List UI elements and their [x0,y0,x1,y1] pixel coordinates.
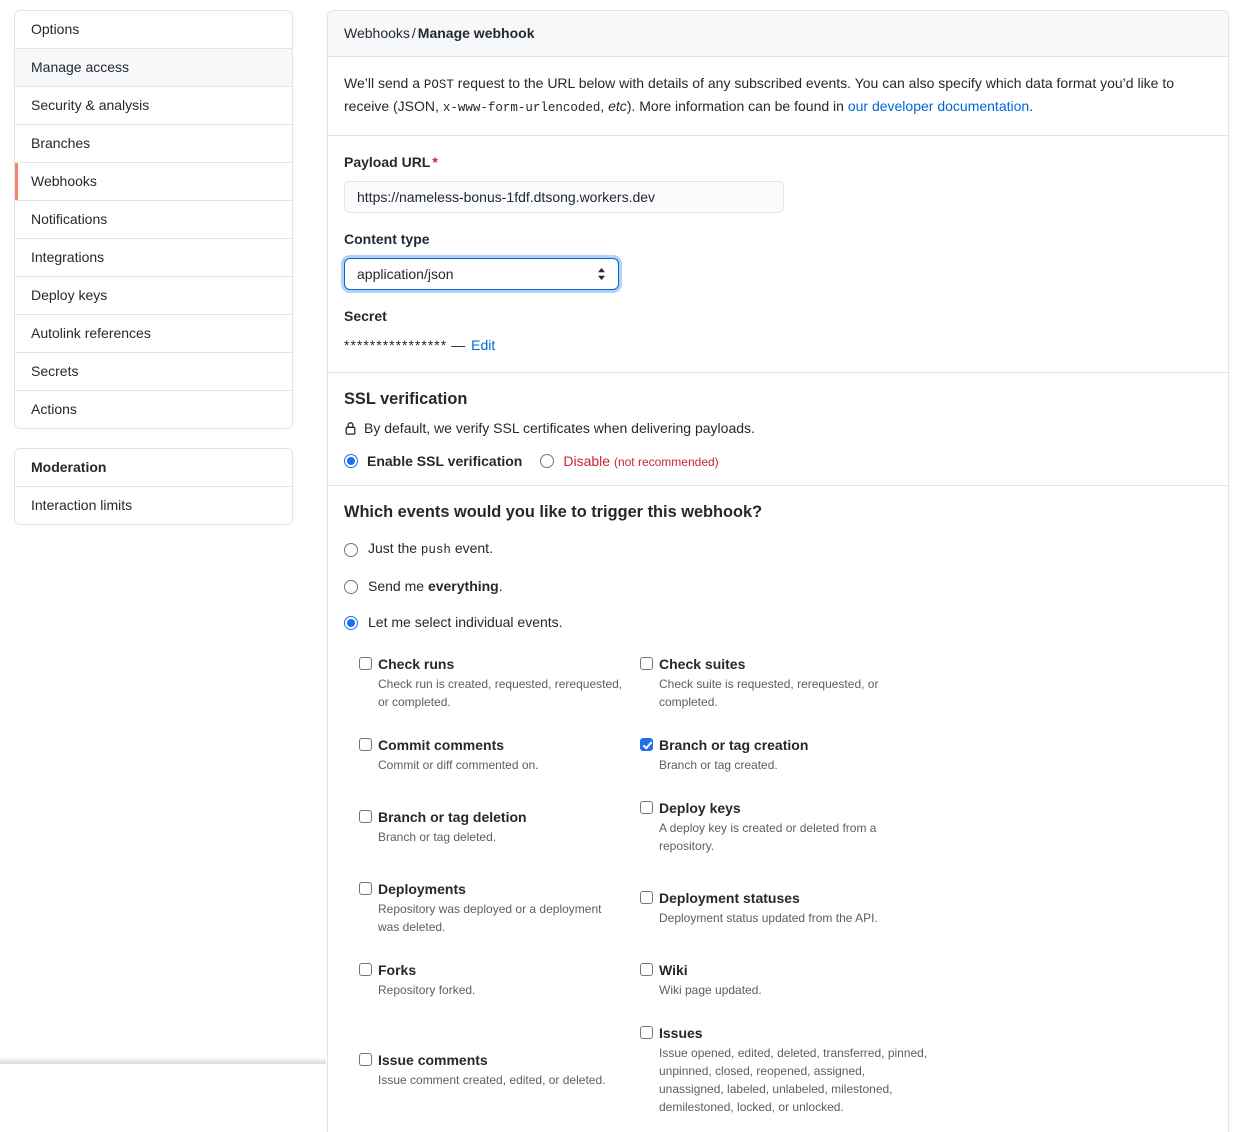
events-section [328,486,1228,1132]
event-description: Wiki page updated. [659,981,929,999]
event-title: Wiki [659,960,929,980]
sidebar-item-label: Secrets [31,363,78,379]
event-checkbox[interactable] [359,657,372,670]
sidebar-item[interactable] [15,314,292,352]
ssl-section-title: SSL verification [344,389,1212,410]
lock-icon [344,421,357,436]
individual-events-radio[interactable] [344,616,358,630]
event-checkbox[interactable] [640,657,653,670]
event-title: Branch or tag deletion [378,807,626,827]
sidebar-item[interactable] [15,276,292,314]
breadcrumb-separator: / [412,25,416,41]
secret-field [344,306,1212,356]
sidebar-item[interactable] [15,238,292,276]
event-title: Deployment statuses [659,888,929,908]
event-title: Issue comments [378,1050,626,1070]
sidebar-item[interactable] [15,162,292,200]
event-description: Check suite is requested, rerequested, or completed. [659,675,929,711]
sidebar-item-label: Notifications [31,211,107,227]
event-checkbox-item[interactable] [640,1023,953,1116]
select-up-down-icon [597,267,606,281]
enable-ssl-option[interactable] [344,453,522,469]
event-checkbox-item[interactable] [640,798,953,855]
disable-ssl-option[interactable] [540,453,718,469]
sidebar-item[interactable] [15,486,292,524]
events-question: Which events would you like to trigger this webhook? [344,502,1212,523]
enable-ssl-label: Enable SSL verification [367,453,522,469]
sidebar-item-label: Manage access [31,59,129,75]
disable-ssl-label: Disable (not recommended) [563,453,718,469]
event-description: A deploy key is created or deleted from a repository. [659,819,929,855]
sidebar-item[interactable] [15,390,292,428]
breadcrumb-webhooks-link[interactable]: Webhooks [344,25,410,41]
event-description: Repository forked. [378,981,626,999]
event-checkbox-item[interactable] [359,807,640,846]
event-checkbox-item[interactable] [640,888,953,927]
sidebar-item[interactable] [15,48,292,86]
ssl-description-row [344,418,1212,439]
event-title: Deployments [378,879,626,899]
event-checkbox-grid [359,654,979,1116]
urlencoded-code: x-www-form-urlencoded [443,101,601,115]
sidebar-item-label: Actions [31,401,77,417]
event-checkbox-item[interactable] [640,735,953,774]
sidebar-item-label: Options [31,21,79,37]
moderation-items [15,486,292,524]
sidebar-item-label: Autolink references [31,325,151,341]
ssl-radio-row [344,453,1212,469]
ssl-verification-section [328,373,1228,486]
breadcrumb [328,11,1228,57]
event-checkbox[interactable] [359,963,372,976]
sidebar-item-label: Interaction limits [31,497,132,513]
event-title: Check runs [378,654,626,674]
just-push-label: Just the push event. [368,538,493,561]
option-just-push[interactable] [344,538,1212,561]
event-checkbox[interactable] [640,801,653,814]
event-checkbox-item[interactable] [640,654,953,711]
secret-masked-value: **************** [344,337,447,353]
settings-sidebar [14,10,293,1132]
content-type-label: Content type [344,229,1212,250]
event-title: Forks [378,960,626,980]
event-description: Check run is created, requested, rerequested, or completed. [378,675,626,711]
sidebar-item[interactable] [15,352,292,390]
event-title: Commit comments [378,735,626,755]
sidebar-item[interactable] [15,200,292,238]
sidebar-item[interactable] [15,124,292,162]
enable-ssl-radio[interactable] [344,454,358,468]
secret-edit-link[interactable]: Edit [471,337,495,353]
moderation-section-title: Moderation [15,449,292,486]
event-description: Branch or tag created. [659,756,929,774]
moderation-nav [14,448,293,525]
event-description: Commit or diff commented on. [378,756,626,774]
sidebar-item[interactable] [15,86,292,124]
individual-events-label: Let me select individual events. [368,612,563,633]
sidebar-item-label: Integrations [31,249,104,265]
settings-nav [14,10,293,429]
event-checkbox-item[interactable] [359,879,640,936]
secret-label: Secret [344,306,1212,327]
event-description: Issue opened, edited, deleted, transferred, pinned, unpinned, closed, reopened, assigned, unassigned, labeled, unlabeled, milestoned, demilestoned, locked, or unlocked. [659,1044,929,1116]
sidebar-item-label: Deploy keys [31,287,107,303]
event-description: Issue comment created, edited, or deleted. [378,1071,626,1089]
scroll-shadow [0,1058,326,1064]
webhook-form-section [328,136,1228,373]
event-checkbox[interactable] [359,810,372,823]
event-checkbox-item[interactable] [359,960,640,999]
event-checkbox[interactable] [640,1026,653,1039]
payload-url-input[interactable] [344,181,784,213]
sidebar-item-label: Security & analysis [31,97,149,113]
event-checkbox[interactable] [359,1053,372,1066]
event-title: Check suites [659,654,929,674]
disable-ssl-radio[interactable] [540,454,554,468]
option-individual-events[interactable] [344,612,1212,633]
sidebar-item-label: Webhooks [31,173,97,189]
send-everything-radio[interactable] [344,580,358,594]
event-checkbox-item[interactable] [359,654,640,711]
event-checkbox[interactable] [640,738,653,751]
just-push-radio[interactable] [344,543,358,557]
required-asterisk: * [432,154,437,170]
event-checkbox-item[interactable] [359,1050,640,1089]
event-checkbox[interactable] [640,963,653,976]
event-checkbox[interactable] [359,738,372,751]
sidebar-item-label: Branches [31,135,90,151]
event-checkbox-item[interactable] [359,735,640,774]
payload-url-field [344,152,1212,213]
event-checkbox-item[interactable] [640,960,953,999]
event-description: Branch or tag deleted. [378,828,626,846]
page-title: Manage webhook [418,25,535,41]
content-type-field [344,229,1212,290]
secret-separator: — [451,337,465,353]
content-type-value: application/json [357,266,454,282]
developer-documentation-link[interactable]: our developer documentation [848,98,1029,114]
option-send-everything[interactable] [344,576,1212,597]
ssl-description: By default, we verify SSL certificates when delivering payloads. [364,418,755,439]
secret-value-row [344,335,1212,356]
event-title: Deploy keys [659,798,929,818]
post-code: POST [424,78,454,92]
event-checkbox[interactable] [359,882,372,895]
event-title: Branch or tag creation [659,735,929,755]
content-type-select[interactable] [344,258,619,290]
intro-text: We’ll send a POST request to the URL below with details of any subscribed events. You can also specify which data format you’d like to receive (JSON, x-www-form-urlencoded, etc). More information can be found in our developer documentation. [344,73,1204,119]
send-everything-label: Send me everything. [368,576,503,597]
event-checkbox[interactable] [640,891,653,904]
sidebar-item[interactable] [15,11,292,48]
intro-section [328,57,1228,136]
payload-url-label: Payload URL * [344,152,1212,173]
event-title: Issues [659,1023,929,1043]
manage-webhook-panel [327,10,1229,1132]
event-description: Deployment status updated from the API. [659,909,929,927]
event-description: Repository was deployed or a deployment was deleted. [378,900,626,936]
